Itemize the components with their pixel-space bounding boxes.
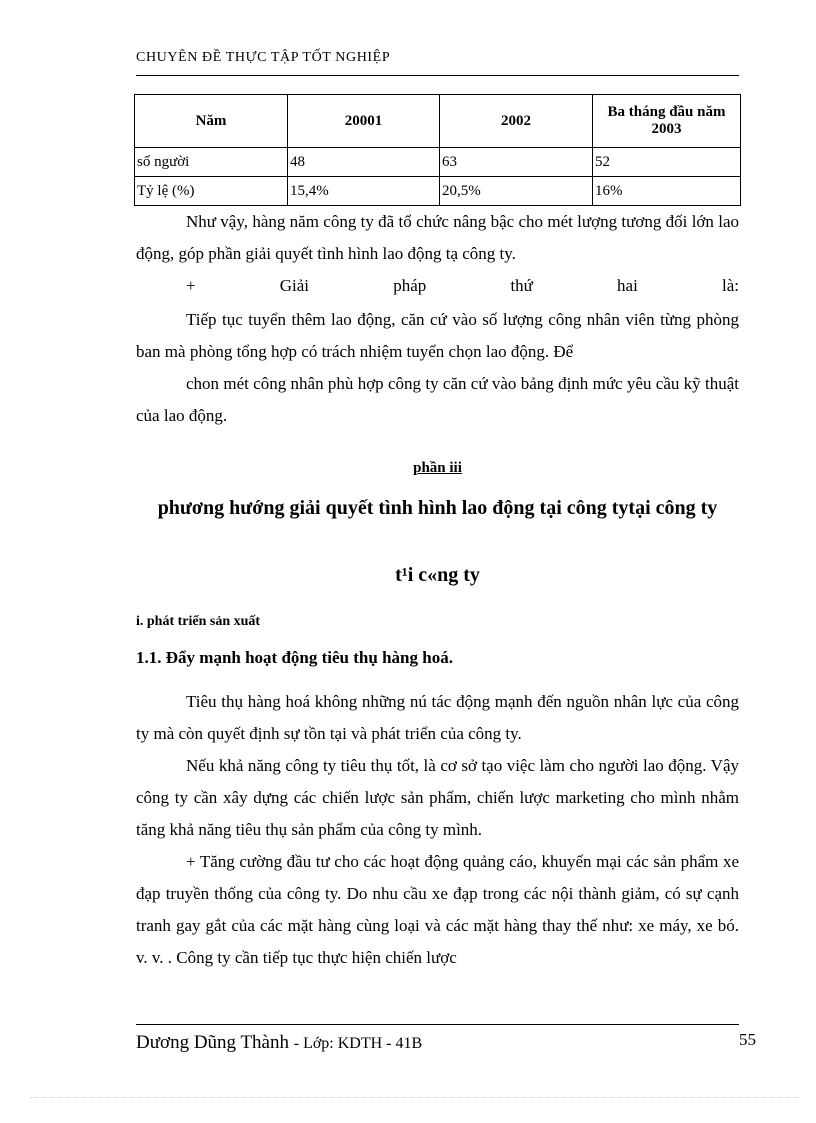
table-header-cell: 20001 <box>288 95 440 148</box>
solution-two-line <box>136 272 739 300</box>
word: Giải <box>279 276 310 295</box>
footer-divider <box>136 1024 739 1025</box>
table-header-cell: 2002 <box>440 95 593 148</box>
table-cell: số người <box>135 148 288 177</box>
paragraph: Tiếp tục tuyển thêm lao động, căn cứ vào số lượng công nhân viên từng phòng ban mà phòng tổng hợp có trách nhiệm tuyển chọn lao động. Để <box>136 310 739 361</box>
word: + <box>186 276 196 295</box>
statistics-table <box>134 94 741 206</box>
word: hai <box>617 276 638 295</box>
paragraph: Tiêu thụ hàng hoá không những nú tác động mạnh đến nguồn nhân lực của công ty mà còn quyết định sự tồn tại và phát triển của công ty. <box>136 692 739 743</box>
table-cell: 15,4% <box>288 177 440 206</box>
table-row <box>135 148 741 177</box>
section-heading: i. phát triển sản xuất <box>136 614 261 629</box>
part-label: phần iii <box>413 460 462 476</box>
page-number: 55 <box>739 1030 756 1049</box>
chapter-title-continued: t¹i c«ng ty <box>395 564 480 586</box>
paragraph: Nếu khả năng công ty tiêu thụ tốt, là cơ sở tạo việc làm cho người lao động. Vậy công ty cần xây dựng các chiến lược sản phẩm, chiến lược marketing cho mình nhằm tăng khả năng tiêu thụ sản phẩm của công ty mình. <box>136 756 739 839</box>
paragraph: + Tăng cường đầu tư cho các hoạt động quảng cáo, khuyến mại các sản phẩm xe đạp truyền thống của công ty. Do nhu cầu xe đạp trong các nội thành giảm, có sự cạnh tranh gay gắt của các mặt hàng cùng loại và các mặt hàng thay thế như: xe máy, xe bó. v. v. . Công ty cần tiếp tục thực hiện chiến lược <box>136 852 739 967</box>
footer-author-line <box>136 1032 422 1054</box>
table-cell: 16% <box>593 177 741 206</box>
chapter-title: phương hướng giải quyết tình hình lao động tại công tytại công ty <box>157 497 718 519</box>
word: thứ <box>510 276 533 295</box>
table-row <box>135 177 741 206</box>
author-name: Dương Dũng Thành <box>136 1032 289 1053</box>
word: là: <box>722 276 739 295</box>
paragraph: chon mét công nhân phù hợp công ty căn cứ vào bảng định mức yêu cầu kỹ thuật của lao động. <box>136 374 739 425</box>
table-header-row <box>135 95 741 148</box>
table-cell: Tỷ lệ (%) <box>135 177 288 206</box>
header-divider <box>136 75 739 76</box>
word: pháp <box>393 276 427 295</box>
class-info: - Lớp: KDTH - 41B <box>293 1035 423 1052</box>
table-cell: 52 <box>593 148 741 177</box>
page-edge-dots <box>30 1097 800 1098</box>
table-header-cell: Năm <box>135 95 288 148</box>
running-header: CHUYÊN ĐỀ THỰC TẬP TỐT NGHIỆP <box>136 50 391 65</box>
table-cell: 48 <box>288 148 440 177</box>
table-cell: 63 <box>440 148 593 177</box>
subsection-heading: 1.1. Đẩy mạnh hoạt động tiêu thụ hàng hoá. <box>136 648 453 667</box>
paragraph: Như vậy, hàng năm công ty đã tổ chức nâng bậc cho mét lượng tương đối lớn lao động, góp phần giải quyết tình hình lao động tạ công ty. <box>136 212 739 263</box>
table-cell: 20,5% <box>440 177 593 206</box>
table-header-cell: Ba tháng đầu năm 2003 <box>593 95 741 148</box>
